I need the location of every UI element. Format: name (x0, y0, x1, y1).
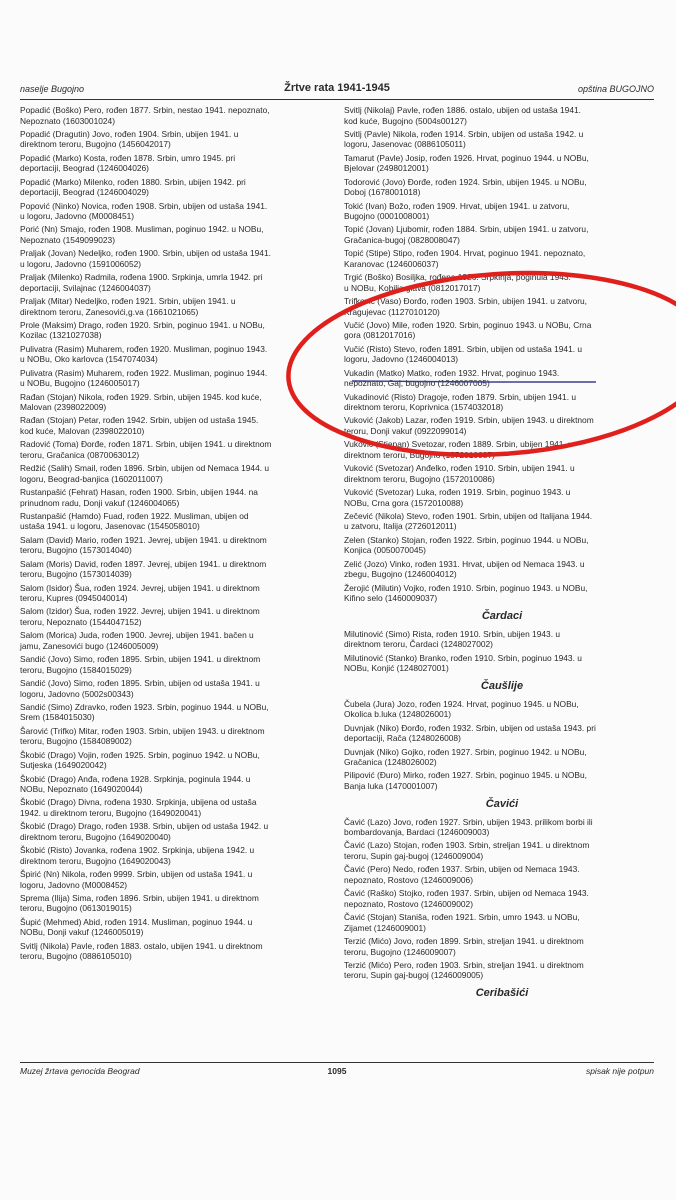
victim-entry: Duvnjak (Niko) Đorđo, rođen 1932. Srbin, ubijen od ustaša 1943. pri deportaciji, Rača (1248026008) (344, 722, 596, 744)
victim-entry: Rađan (Stojan) Petar, rođen 1942. Srbin, ubijen od ustaša 1945. kod kuće, Malovan (2398022010) (20, 415, 259, 436)
victim-entry: Tamarut (Pavle) Josip, rođen 1926. Hrvat, poginuo 1944. u NOBu, Bjelovar (2498012001) (344, 152, 589, 174)
victim-entry: Topić (Jovan) Ljubomir, rođen 1884. Srbin, ubijen 1941. u zatvoru, Gračanica-bugoj (0828008047) (344, 224, 589, 245)
victim-entry: Vuković (Stjepan) Svetozar, rođen 1889. Srbin, ubijen 1941. u direktnom teroru, Bugojno (1572010087) (344, 439, 573, 460)
victim-entry: Vuković (Svetozar) Anđelko, rođen 1910. Srbin, ubijen 1941. u direktnom teroru, Bugojno (1572010086) (344, 463, 575, 484)
victim-entry: Duvnjak (Niko) Gojko, rođen 1927. Srbin, poginuo 1942. u NOBu, Gračanica (1248026002) (344, 746, 587, 768)
victim-entry: Praljak (Jovan) Nedeljko, rođen 1900. Srbin, ubijen od ustaša 1941. u logoru, Jadovno (1591006052) (20, 248, 271, 269)
victim-entry: Špirić (Nn) Nikola, rođen 9999. Srbin, ubijen od ustaša 1941. u logoru, Jadovno (M0008452) (20, 869, 253, 890)
left-column (20, 105, 336, 965)
victim-entry: Vučić (Risto) Stevo, rođen 1891. Srbin, ubijen od ustaša 1941. u logoru, Jadovno (1246004013) (344, 343, 583, 365)
victim-entry: Popadić (Marko) Milenko, rođen 1880. Srbin, ubijen 1942. pri deportaciji, Beograd (1246004029) (20, 176, 246, 198)
victim-entry: Milutinović (Stanko) Branko, rođen 1910. Srbin, poginuo 1943. u NOBu, Konjić (1248027001) (344, 652, 582, 674)
victim-entry: Porić (Nn) Smajo, rođen 1908. Musliman, poginuo 1942. u NOBu, Nepoznato (1549099023) (20, 224, 264, 245)
victim-entry: Trgić (Boško) Bosiljka, rođena 1926. Srpkinja, poginula 1943. u NOBu, Kobilja glava (0812017017) (344, 272, 571, 293)
victim-entry: Salom (Izidor) Šua, rođen 1922. Jevrej, ubijen 1941. u direktnom teroru, Nepoznato (1544047152) (20, 606, 260, 627)
victim-entry: Svitlj (Nikola) Pavle, rođen 1883. ostalo, ubijen 1941. u direktnom teroru, Bugojno (0886105010) (20, 940, 263, 962)
victim-entry: Vuković (Svetozar) Luka, rođen 1919. Srbin, poginuo 1943. u NOBu, Crna gora (1572010088) (344, 487, 571, 508)
victim-entry: Škobić (Drago) Drago, rođen 1938. Srbin, ubijen od ustaša 1942. u direktnom teroru, Bugojno (1649020040) (20, 821, 269, 842)
victim-entry: Trifković (Vaso) Đorđo, rođen 1903. Srbin, ubijen 1941. u zatvoru, Kragujevac (1127010120) (344, 296, 588, 317)
victim-entry: Popadić (Boško) Pero, rođen 1877. Srbin, nestao 1941. nepoznato, Nepoznato (1603001024) (20, 105, 270, 126)
victim-entry: Popadić (Marko) Kosta, rođen 1878. Srbin, umro 1945. pri deportaciji, Beograd (1246004026) (20, 152, 236, 174)
victim-entry: Pilipović (Đuro) Mirko, rođen 1927. Srbin, poginuo 1945. u NOBu, Banja luka (1470001007) (344, 770, 588, 791)
victim-entry: Vuković (Jakob) Lazar, rođen 1919. Srbin, ubijen 1943. u direktnom teroru, Donji vakuf (0922099014) (344, 415, 594, 436)
victim-entry: Škobić (Drago) Vojin, rođen 1925. Srbin, poginuo 1942. u NOBu, Sutjeska (1649020042) (20, 749, 260, 771)
victim-entry: Svitlj (Pavle) Nikola, rođen 1914. Srbin, ubijen od ustaša 1942. u logoru, Jasenovac (0886105011) (344, 128, 584, 150)
victim-entry: Škobić (Drago) Anđa, rođena 1928. Srpkinja, poginula 1944. u NOBu, Nepoznato (1649020044) (20, 773, 251, 795)
victim-entry: Topić (Stipe) Stipo, rođen 1904. Hrvat, poginuo 1941. nepoznato, Karanovac (1246006037) (344, 248, 586, 269)
victim-entry: Čavić (Lazo) Stojan, rođen 1903. Srbin, streljan 1941. u direktnom teroru, Supin gaj-bugoj (1246009004) (344, 840, 590, 862)
victim-entry: Zečević (Nikola) Stevo, rođen 1901. Srbin, ubijen od Italijana 1944. u zatvoru, Italija (2726012011) (344, 510, 593, 532)
victim-entry: Šupić (Mehmed) Abid, rođen 1914. Musliman, poginuo 1944. u NOBu, Donji vakuf (1246005019) (20, 916, 253, 938)
settlement-heading: Čaušlije (480, 679, 524, 692)
victim-entry: Sandić (Jovo) Simo, rođen 1895. Srbin, ubijen od ustaša 1941. u logoru, Jadovno (5002s00343) (20, 678, 260, 699)
victim-entry: Vukadin (Matko) Matko, rođen 1932. Hrvat, poginuo 1943. nepoznato, Gaj, bugojno (1246007005) (344, 367, 560, 389)
right-column (344, 105, 660, 1006)
footer-rule (20, 1062, 654, 1063)
page-number: 1095 (327, 1066, 347, 1076)
victim-entry: Šarović (Trifko) Mitar, rođen 1903. Srbin, ubijen 1943. u direktnom teroru, Bugojno (1584089002) (20, 725, 265, 747)
victim-entry: Salam (David) Mario, rođen 1921. Jevrej, ubijen 1941. u direktnom teroru, Bugojno (1573014040) (20, 534, 267, 556)
victim-entry: Čavić (Lazo) Jovo, rođen 1927. Srbin, ubijen 1943. prilikom borbi ili bombardovanja, Bardaci (1246009003) (344, 816, 593, 838)
victim-entry: Salom (Morica) Juda, rođen 1900. Jevrej, ubijen 1941. bačen u jamu, Zanesovići bugo (1246005009) (20, 630, 254, 651)
victim-entry: Žerojić (Milutin) Vojko, rođen 1910. Srbin, poginuo 1943. u NOBu, Kifino selo (1460009037) (344, 582, 588, 604)
victim-entry: Praljak (Mitar) Nedeljko, rođen 1921. Srbin, ubijen 1941. u direktnom teroru, Zanesovići,g.va (1661021065) (20, 296, 236, 317)
settlement-heading: Čavići (485, 797, 519, 810)
victim-entry: Popović (Ninko) Novica, rođen 1908. Srbin, ubijen od ustaša 1941. u logoru, Jadovno (M0008451) (20, 200, 268, 222)
settlement-heading: Ceribašići (475, 987, 529, 999)
victim-entry: Svitlj (Nikolaj) Pavle, rođen 1886. ostalo, ubijen od ustaša 1941. kod kuće, Bugojno (5004s00127) (344, 105, 581, 126)
victim-entry: Popadić (Dragutin) Jovo, rođen 1904. Srbin, ubijen 1941. u direktnom teroru, Bugojno (1456042017) (20, 128, 239, 150)
victim-entry: Radović (Toma) Đorđe, rođen 1871. Srbin, ubijen 1941. u direktnom teroru, Gračanica (0870063012) (20, 439, 272, 460)
victim-entry: Redžić (Salih) Smail, rođen 1896. Srbin, ubijen od Nemaca 1944. u logoru, Beograd-banjica (1602011007) (20, 463, 270, 484)
victim-entry: Zelen (Stanko) Stojan, rođen 1922. Srbin, poginuo 1944. u NOBu, Konjica (0050070045) (344, 534, 589, 556)
victim-entry: Škobić (Risto) Jovanka, rođena 1902. Srpkinja, ubijena 1942. u direktnom teroru, Bugojno (1649020043) (20, 845, 255, 866)
header-settlement: naselje Bugojno (20, 84, 85, 94)
header-title: Žrtve rata 1941-1945 (284, 82, 390, 94)
victim-entry: Tokić (Ivan) Božo, rođen 1909. Hrvat, ubijen 1941. u zatvoru, Bugojno (0001008001) (344, 200, 570, 222)
victim-entry: Sandić (Jovo) Simo, rođen 1895. Srbin, ubijen 1941. u direktnom teroru, Bugojno (1584015029) (20, 654, 261, 675)
victim-entry: Škobić (Drago) Divna, rođena 1930. Srpkinja, ubijena od ustaša 1942. u direktnom teroru, Bugojno (1649020041) (20, 797, 257, 818)
victim-entry: Rustanpašić (Hamdo) Fuad, rođen 1922. Musliman, ubijen od ustaša 1941. u logoru, Jasenovac (1545058010) (20, 510, 249, 532)
victim-entry: Todorović (Jovo) Đorđe, rođen 1924. Srbin, ubijen 1945. u NOBu, Doboj (1678001018) (344, 176, 587, 198)
victim-entry: Rađan (Stojan) Nikola, rođen 1929. Srbin, ubijen 1945. kod kuće, Malovan (2398022009) (20, 391, 262, 413)
victim-entry: Čavić (Stojan) Staniša, rođen 1921. Srbin, umro 1943. u NOBu, Zijamet (1246009001) (344, 912, 580, 933)
victim-entry: Terzić (Mićo) Pero, rođen 1903. Srbin, streljan 1941. u direktnom teroru, Supin gaj-bugoj (1246009005) (344, 959, 584, 981)
victim-entry: Čavić (Raško) Stojko, rođen 1937. Srbin, ubijen od Nemaca 1943. nepoznato, Rostovo (1246009002) (344, 888, 589, 909)
victim-entry: Sandić (Simo) Zdravko, rođen 1923. Srbin, poginuo 1944. u NOBu, Srem (1584015030) (20, 701, 269, 723)
victim-entry: Salom (Isidor) Šua, rođen 1924. Jevrej, ubijen 1941. u direktnom teroru, Kupres (0945040014) (20, 582, 260, 604)
victim-entry: Sprema (Ilija) Sima, rođen 1896. Srbin, ubijen 1941. u direktnom teroru, Bugojno (0613019015) (20, 892, 259, 914)
header-municipality: opština BUGOJNO (577, 84, 654, 94)
victim-entry: Zelić (Jozo) Vinko, rođen 1931. Hrvat, ubijen od Nemaca 1943. u zbegu, Bugojno (1246004012) (344, 558, 585, 580)
victim-entry: Čubela (Jura) Jozo, rođen 1924. Hrvat, poginuo 1945. u NOBu, Okolica b.luka (1248026001) (344, 698, 579, 720)
footer-note: spisak nije potpun (585, 1066, 654, 1076)
victim-entry: Prole (Maksim) Drago, rođen 1920. Srbin, poginuo 1941. u NOBu, Kozilac (1321027038) (20, 319, 265, 341)
victim-entry: Pulivatra (Rasim) Muharem, rođen 1922. Musliman, poginuo 1944. u NOBu, Bugojno (1246005017) (20, 367, 268, 389)
victim-entry: Čavić (Pero) Nedo, rođen 1937. Srbin, ubijen od Nemaca 1943. nepoznato, Rostovo (1246009006) (344, 864, 580, 885)
victim-entry: Vukadinović (Risto) Dragoje, rođen 1879. Srbin, ubijen 1941. u direktnom teroru, Koprivnica (1574032018) (344, 391, 577, 413)
settlement-heading: Čardaci (481, 609, 523, 622)
victim-entry: Pulivatra (Rasim) Muharem, rođen 1920. Musliman, poginuo 1943. u NOBu, Oko karlovca (1547074034) (20, 343, 268, 365)
victim-entry: Vučić (Jovo) Mile, rođen 1920. Srbin, poginuo 1943. u NOBu, Crna gora (0812017016) (344, 319, 592, 341)
victim-entry: Milutinović (Simo) Rista, rođen 1910. Srbin, ubijen 1943. u direktnom teroru, Čardaci (1248027002) (344, 628, 560, 650)
victim-entry: Praljak (Milenko) Radmila, rođena 1900. Srpkinja, umrla 1942. pri deportaciji, Svilajnac (1246004037) (20, 272, 263, 293)
header-rule (20, 99, 654, 100)
page-header (20, 84, 654, 98)
victim-entry: Salam (Moris) David, rođen 1897. Jevrej, ubijen 1941. u direktnom teroru, Bugojno (1573014039) (20, 558, 267, 580)
page-footer (20, 1066, 654, 1078)
footer-museum: Muzej žrtava genocida Beograd (20, 1066, 140, 1076)
victim-entry: Terzić (Mićo) Jovo, rođen 1899. Srbin, streljan 1941. u direktnom teroru, Bugojno (1246009007) (344, 935, 584, 957)
victim-entry: Rustanpašić (Fehrat) Hasan, rođen 1900. Srbin, ubijen 1944. na prinudnom radu, Donji vakuf (1246004065) (20, 487, 258, 508)
